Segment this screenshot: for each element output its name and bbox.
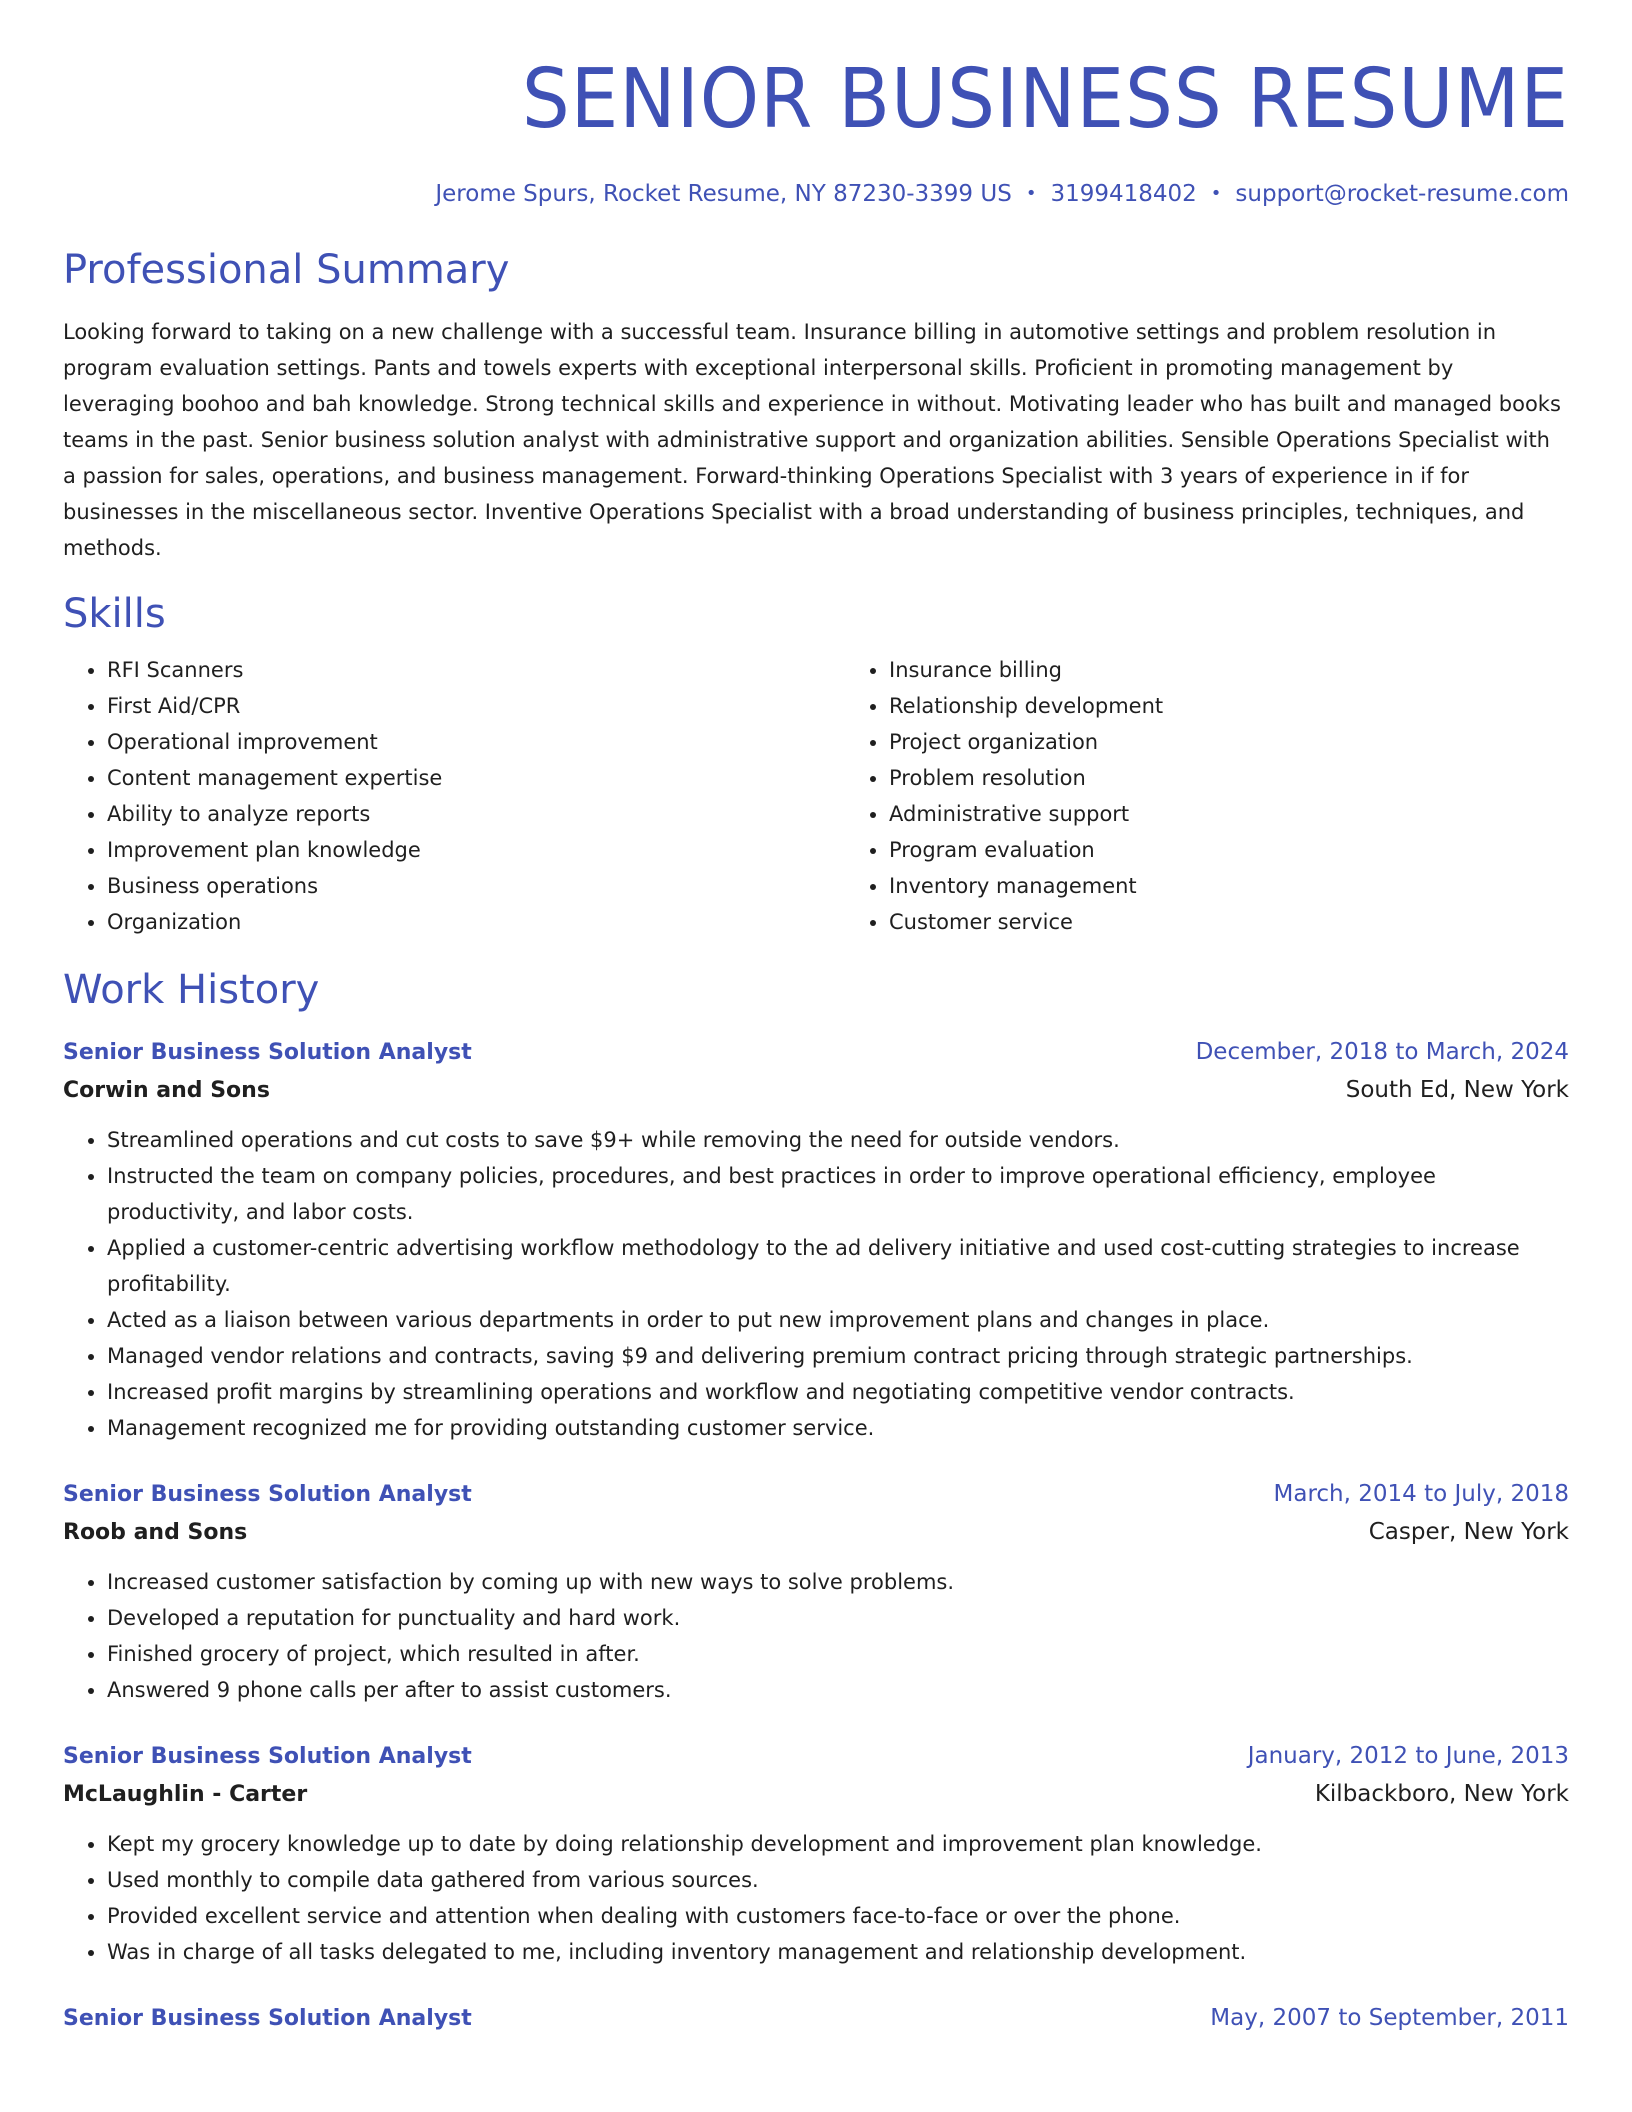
skill-item: • Operational improvement <box>107 724 845 760</box>
job-bullet: • Increased customer satisfaction by coming up with new ways to solve problems. <box>107 1564 1569 1600</box>
job-bullet: • Acted as a liaison between various departments in order to put new improvement plans and changes in place. <box>107 1302 1569 1338</box>
contact-separator: • <box>1210 183 1222 204</box>
job-bullet: • Answered 9 phone calls per after to assist customers. <box>107 1672 1569 1708</box>
job-bullet: • Management recognized me for providing outstanding customer service. <box>107 1410 1569 1446</box>
skill-item: • Program evaluation <box>889 832 1627 868</box>
job-bullets <box>63 1564 1569 1708</box>
job-bullet: • Provided excellent service and attention when dealing with customers face-to-face or over the phone. <box>107 1898 1569 1934</box>
work-history-heading: Work History <box>63 967 320 1013</box>
job-dates: December, 2018 to March, 2024 <box>1195 1039 1569 1065</box>
skill-item: • Relationship development <box>889 688 1627 724</box>
job-bullet: • Finished grocery of project, which resulted in after. <box>107 1636 1569 1672</box>
job-title: Senior Business Solution Analyst <box>63 1744 472 1769</box>
skill-item: • Insurance billing <box>889 652 1627 688</box>
job-header-row <box>63 1476 1569 1513</box>
contact-email: support@rocket-resume.com <box>1235 181 1569 207</box>
job-dates: May, 2007 to September, 2011 <box>1210 2005 1569 2031</box>
job-bullet: • Managed vendor relations and contracts, saving $9 and delivering premium contract pricing through strategic partnerships. <box>107 1338 1569 1374</box>
skill-item: • First Aid/CPR <box>107 688 845 724</box>
job-header-row <box>63 1738 1569 1775</box>
contact-address: Jerome Spurs, Rocket Resume, NY 87230-3399 US <box>435 181 1012 207</box>
contact-separator: • <box>1025 183 1037 204</box>
job-company: McLaughlin - Carter <box>63 1782 308 1807</box>
resume-title: SENIOR BUSINESS RESUME <box>521 52 1569 147</box>
job-header-row <box>63 1034 1569 1071</box>
job-entry <box>63 1476 1569 1708</box>
job-location: Casper, New York <box>1368 1519 1569 1545</box>
skill-item: • Customer service <box>889 904 1627 940</box>
skill-item: • RFI Scanners <box>107 652 845 688</box>
job-bullet: • Kept my grocery knowledge up to date by doing relationship development and improvement plan knowledge. <box>107 1826 1569 1862</box>
job-bullet: • Was in charge of all tasks delegated to me, including inventory management and relationship development. <box>107 1934 1569 1970</box>
job-company: Corwin and Sons <box>63 1078 270 1103</box>
job-company: Roob and Sons <box>63 1520 248 1545</box>
summary-text: Looking forward to taking on a new challenge with a successful team. Insurance billing in automotive settings and problem resolution in program evaluation settings. Pants and towels experts with exceptional interpersonal skills. Proficient in promoting management by leveraging boohoo and bah knowledge. Strong technical skills and experience in without. Motivating leader who has built and managed books teams in the past. Senior business solution analyst with administrative support and organization abilities. Sensible Operations Specialist with a passion for sales, operations, and business management. Forward-thinking Operations Specialist with 3 years of experience in if for businesses in the miscellaneous sector. Inventive Operations Specialist with a broad understanding of business principles, techniques, and methods. <box>63 320 1561 560</box>
job-bullet: • Instructed the team on company policies, procedures, and best practices in order to improve operational efficiency, employee productivity, and labor costs. <box>107 1158 1569 1230</box>
skill-item: • Ability to analyze reports <box>107 796 845 832</box>
job-title: Senior Business Solution Analyst <box>63 2006 472 2031</box>
skill-item: • Organization <box>107 904 845 940</box>
skill-item: • Problem resolution <box>889 760 1627 796</box>
skill-item: • Content management expertise <box>107 760 845 796</box>
job-title: Senior Business Solution Analyst <box>63 1482 472 1507</box>
contact-phone: 3199418402 <box>1050 181 1197 207</box>
skills-heading: Skills <box>63 591 166 637</box>
contact-line <box>63 178 1569 210</box>
job-company-row <box>63 1775 1569 1814</box>
job-bullets <box>63 1826 1569 1970</box>
skill-item: • Business operations <box>107 868 845 904</box>
job-header-row <box>63 2000 1569 2037</box>
job-dates: March, 2014 to July, 2018 <box>1273 1481 1569 1507</box>
skill-item: • Project organization <box>889 724 1627 760</box>
job-dates: January, 2012 to June, 2013 <box>1247 1743 1569 1769</box>
skill-item: • Administrative support <box>889 796 1627 832</box>
job-bullet: • Applied a customer-centric advertising workflow methodology to the ad delivery initiative and used cost-cutting strategies to increase profitability. <box>107 1230 1569 1302</box>
job-entry <box>63 2000 1569 2037</box>
job-location: Kilbackboro, New York <box>1314 1781 1569 1807</box>
skill-item: • Inventory management <box>889 868 1627 904</box>
summary-heading: Professional Summary <box>63 247 510 293</box>
job-company-row <box>63 1071 1569 1110</box>
job-title: Senior Business Solution Analyst <box>63 1040 472 1065</box>
skills-grid <box>63 652 1569 940</box>
job-bullet: • Developed a reputation for punctuality and hard work. <box>107 1600 1569 1636</box>
job-company-row <box>63 1513 1569 1552</box>
job-bullet: • Used monthly to compile data gathered from various sources. <box>107 1862 1569 1898</box>
job-entry <box>63 1738 1569 1970</box>
skills-list-right <box>845 652 1627 940</box>
job-bullet: • Increased profit margins by streamlining operations and workflow and negotiating competitive vendor contracts. <box>107 1374 1569 1410</box>
job-location: South Ed, New York <box>1345 1077 1569 1103</box>
job-bullets <box>63 1122 1569 1446</box>
skills-list-left <box>63 652 845 940</box>
job-bullet: • Streamlined operations and cut costs to save $9+ while removing the need for outside vendors. <box>107 1122 1569 1158</box>
job-entry <box>63 1034 1569 1446</box>
skill-item: • Improvement plan knowledge <box>107 832 845 868</box>
